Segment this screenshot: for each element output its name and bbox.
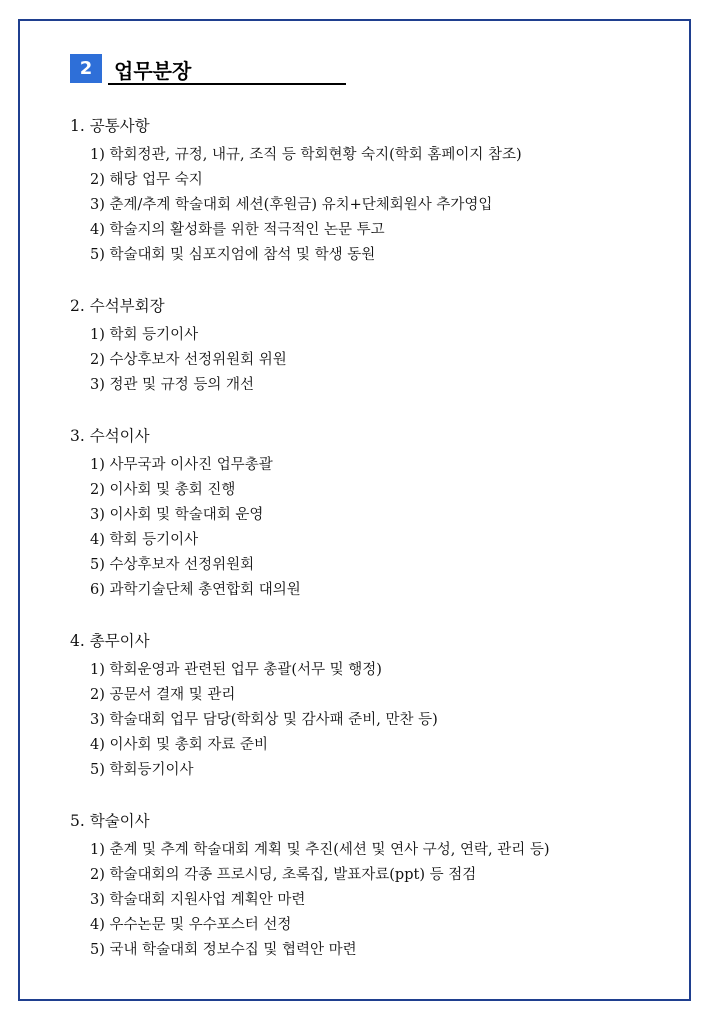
duty-list <box>70 114 670 989</box>
list-item: 4) 이사회 및 총회 자료 준비 <box>90 737 268 753</box>
list-item: 3) 춘계/추계 학술대회 세션(후원금) 유치+단체회원사 추가영입 <box>90 197 493 213</box>
list-item: 5) 학회등기이사 <box>90 762 194 778</box>
list-item: 2) 학술대회의 각종 프로시딩, 초록집, 발표자료(ppt) 등 점검 <box>90 867 477 883</box>
section-heading: 3. 수석이사 <box>70 427 150 445</box>
list-item: 1) 춘계 및 추계 학술대회 계획 및 추진(세션 및 연사 구성, 연락, 관리 등) <box>90 842 550 858</box>
list-item: 1) 사무국과 이사진 업무총괄 <box>90 457 273 473</box>
list-item: 1) 학회 등기이사 <box>90 327 199 343</box>
list-item: 2) 수상후보자 선정위원회 위원 <box>90 352 287 368</box>
list-item: 2) 해당 업무 숙지 <box>90 172 203 188</box>
list-item: 4) 학술지의 활성화를 위한 적극적인 논문 투고 <box>90 222 385 238</box>
section-general-affairs-director <box>70 629 670 783</box>
list-item: 4) 우수논문 및 우수포스터 선정 <box>90 917 292 933</box>
list-item: 2) 공문서 결재 및 관리 <box>90 687 236 703</box>
list-item: 3) 이사회 및 학술대회 운영 <box>90 507 264 523</box>
list-item: 6) 과학기술단체 총연합회 대의원 <box>90 582 301 598</box>
section-heading: 2. 수석부회장 <box>70 297 165 315</box>
section-chief-director <box>70 424 670 603</box>
list-item: 4) 학회 등기이사 <box>90 532 199 548</box>
list-item: 2) 이사회 및 총회 진행 <box>90 482 236 498</box>
list-item: 3) 학술대회 업무 담당(학회상 및 감사패 준비, 만찬 등) <box>90 712 438 728</box>
section-senior-vice-president <box>70 294 670 398</box>
section-heading: 4. 총무이사 <box>70 632 150 650</box>
section-heading: 1. 공통사항 <box>70 117 150 135</box>
section-number-badge: 2 <box>70 54 102 83</box>
section-academic-director <box>70 809 670 963</box>
section-title: 업무분장 <box>114 59 192 83</box>
list-item: 3) 학술대회 지원사업 계획안 마련 <box>90 892 306 908</box>
list-item: 3) 정관 및 규정 등의 개선 <box>90 377 254 393</box>
title-underline <box>108 83 346 85</box>
list-item: 5) 국내 학술대회 정보수집 및 협력안 마련 <box>90 942 357 958</box>
list-item: 1) 학회정관, 규정, 내규, 조직 등 학회현황 숙지(학회 홈페이지 참조) <box>90 147 522 163</box>
list-item: 5) 수상후보자 선정위원회 <box>90 557 255 573</box>
section-common <box>70 114 670 268</box>
list-item: 1) 학회운영과 관련된 업무 총괄(서무 및 행정) <box>90 662 382 678</box>
section-heading: 5. 학술이사 <box>70 812 150 830</box>
list-item: 5) 학술대회 및 심포지엄에 참석 및 학생 동원 <box>90 247 376 263</box>
